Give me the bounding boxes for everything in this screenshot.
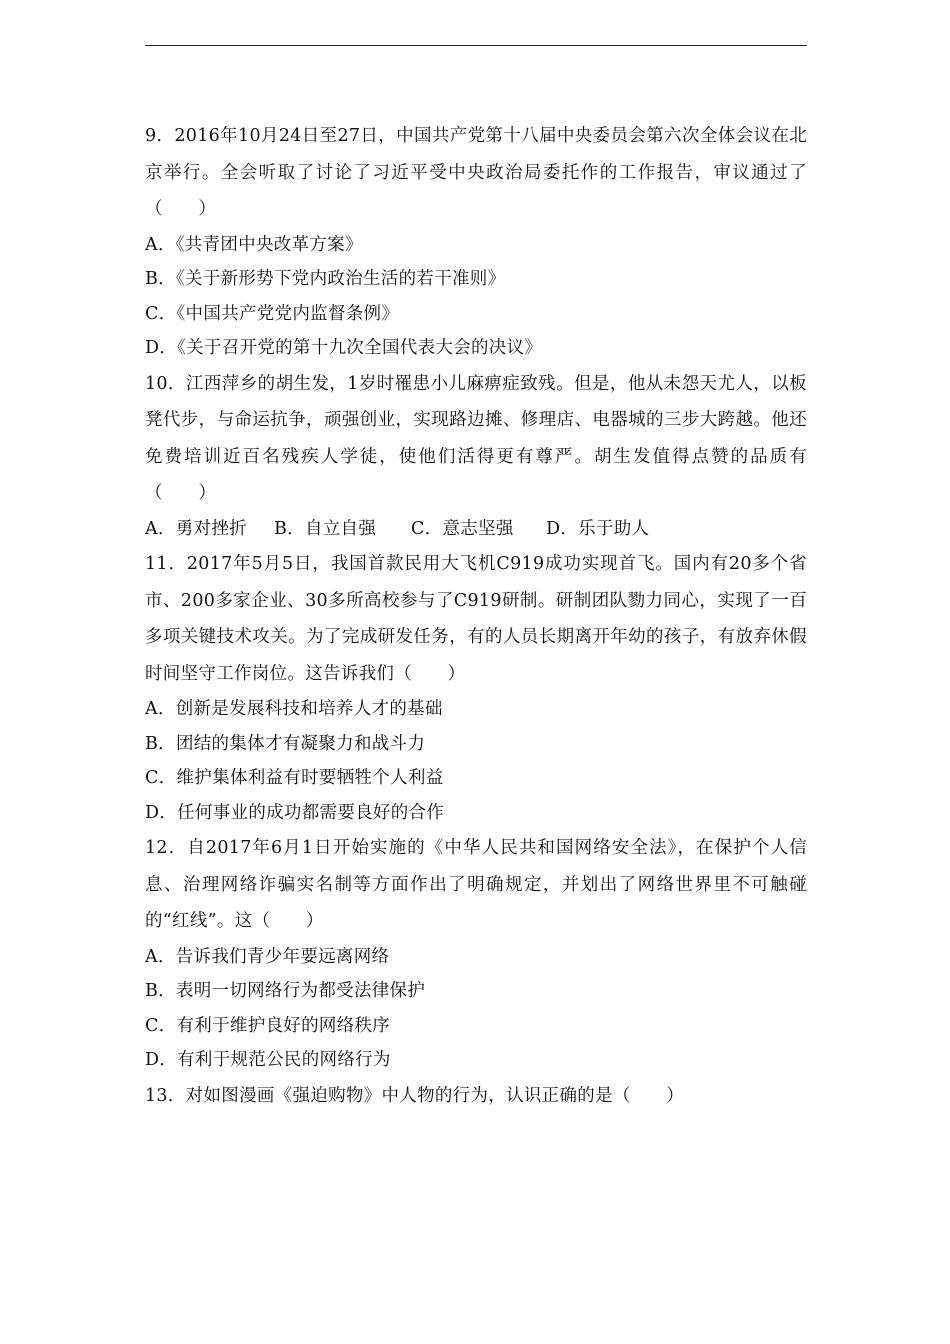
option-a[interactable]: A．《共青团中央改革方案》: [145, 234, 363, 255]
option-d[interactable]: D．乐于助人: [546, 518, 650, 539]
option-b[interactable]: B．表明一切网络行为都受法律保护: [145, 981, 426, 1001]
question-list: [145, 118, 807, 1114]
option-b[interactable]: B．《关于新形势下党内政治生活的若干准则》: [145, 269, 506, 289]
option-a[interactable]: A．勇对挫折: [145, 518, 247, 539]
option-c[interactable]: C．《中国共产党党内监督条例》: [145, 303, 400, 324]
question-12: [145, 830, 807, 1078]
question-stem: 10．江西萍乡的胡生发，1岁时罹患小儿麻痹症致残。但是，他从未怨天尤人，以板凳代步，与命运抗争，顽强创业，实现路边摊、修理店、电器城的三步大跨越。他还免费培训近百名残疾人学徒，使他们活得更有尊严。胡生发值得点赞的品质有（ ）: [145, 373, 807, 503]
header-rule: [145, 45, 807, 46]
question-10: [145, 366, 807, 547]
question-11: [145, 546, 807, 830]
question-13: [145, 1078, 807, 1115]
option-a[interactable]: A．创新是发展科技和培养人才的基础: [145, 699, 443, 719]
option-row: [145, 512, 807, 547]
option-c[interactable]: C．意志坚强: [411, 518, 514, 539]
option-c[interactable]: C．有利于维护良好的网络秩序: [145, 1015, 391, 1036]
question-9: [145, 118, 807, 366]
option-d[interactable]: D．任何事业的成功都需要良好的合作: [145, 802, 445, 823]
question-stem: 13．对如图漫画《强迫购物》中人物的行为，认识正确的是（ ）: [145, 1085, 685, 1106]
option-b[interactable]: B．团结的集体才有凝聚力和战斗力: [145, 733, 426, 754]
question-stem: 9．2016年10月24日至27日，中国共产党第十八届中央委员会第六次全体会议在北京举行。全会听取了讨论了习近平受中央政治局委托作的工作报告，审议通过了（ ）: [145, 126, 807, 219]
option-a[interactable]: A．告诉我们青少年要远离网络: [145, 946, 390, 967]
option-d[interactable]: D．有利于规范公民的网络行为: [145, 1050, 391, 1070]
question-stem: 11．2017年5月5日，我国首款民用大飞机C919成功实现首飞。国内有20多个省市、200多家企业、30多所高校参与了C919研制。研制团队勠力同心，实现了一百多项关键技术攻关。为了完成研发任务，有的人员长期离开年幼的孩子，有放弃休假时间坚守工作岗位。这告诉我们（ ）: [145, 554, 807, 684]
option-c[interactable]: C．维护集体利益有时要牺牲个人利益: [145, 768, 444, 788]
question-stem: 12．自2017年6月1日开始实施的《中华人民共和国网络安全法》，在保护个人信息、治理网络诈骗实名制等方面作出了明确规定，并划出了网络世界里不可触碰的“红线”。这（ ）: [145, 838, 807, 931]
option-d[interactable]: D．《关于召开党的第十九次全国代表大会的决议》: [145, 338, 543, 358]
option-b[interactable]: B．自立自强: [274, 518, 377, 539]
